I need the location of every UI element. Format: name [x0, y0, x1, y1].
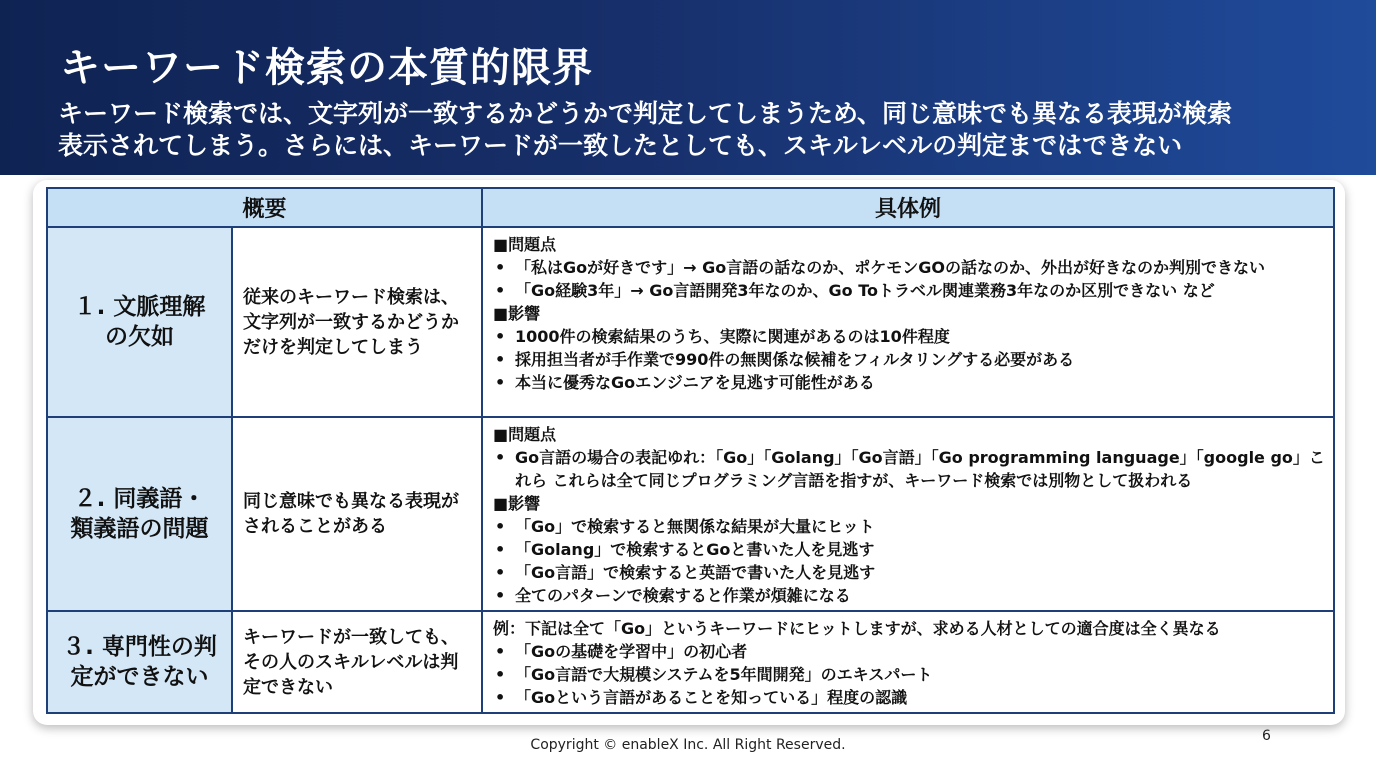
category-label: ２. 同義語・ [73, 486, 206, 512]
category-cell [47, 611, 232, 713]
impact-item: • 「Golang」で検索するとGoと書いた人を見逃す [493, 538, 1325, 561]
problem-item: • 「私はGoが好きです」→ Go言語の話なのか、ポケモンGOの話なのか、外出が好きなのか判別できない [493, 256, 1325, 279]
impact-heading: ■影響 [493, 494, 541, 513]
impact-item: • 1000件の検索結果のうち、実際に関連があるのは10件程度 [493, 325, 1325, 348]
table-row [47, 611, 1334, 713]
copyright-text: Copyright © enableX Inc. All Right Reserved. [530, 737, 846, 753]
limitations-table [46, 187, 1335, 714]
summary-text: 定できない [243, 676, 333, 698]
impact-item: • 「Go」で検索すると無関係な結果が大量にヒット [493, 515, 1325, 538]
category-label: 定ができない [70, 664, 209, 690]
summary-text: 同じ意味でも異なる表現が [243, 491, 459, 512]
summary-cell [232, 611, 482, 713]
problem-heading: ■問題点 [493, 425, 557, 444]
problem-item: • Go言語の場合の表記ゆれ：「Go」「Golang」「Go言語」「Go programming language」「google go」これら これらは全て同じプログラミング言語を指すが、キーワード検索では別物として扱われる [493, 446, 1325, 492]
example-cell [482, 227, 1334, 417]
page-number: 6 [1262, 728, 1271, 744]
category-label: １. 文脈理解 [73, 294, 206, 320]
problem-heading: ■問題点 [493, 235, 557, 254]
impact-item: • 「Go言語」で検索すると英語で書いた人を見逃す [493, 561, 1325, 584]
summary-text: 文字列が一致するかどうか [243, 311, 459, 333]
subtitle-line: キーワード検索では、文字列が一致するかどうかで判定してしまうため、同じ意味でも異なる表現が検索 [58, 99, 1233, 128]
summary-cell [232, 417, 482, 611]
slide-subtitle [58, 98, 1232, 162]
column-header-overview: 概要 [47, 188, 482, 227]
table-header-row [47, 188, 1334, 227]
example-item: • 「Goの基礎を学習中」の初心者 [493, 640, 1325, 663]
table-row [47, 417, 1334, 611]
summary-cell [232, 227, 482, 417]
table-row [47, 227, 1334, 417]
category-label: の欠如 [105, 324, 174, 350]
problem-item: • 「Go経験3年」→ Go言語開発3年なのか、Go Toトラベル関連業務3年なのか区別できない など [493, 279, 1325, 302]
summary-text: その人のスキルレベルは判 [243, 651, 459, 673]
example-cell [482, 417, 1334, 611]
category-label: 類義語の問題 [70, 516, 209, 542]
slide-header [0, 0, 1376, 175]
summary-text: だけを判定してしまう [243, 336, 423, 358]
impact-item: • 全てのパターンで検索すると作業が煩雑になる [493, 584, 1325, 607]
example-lead: 例：下記は全て「Go」というキーワードにヒットしますが、求める人材としての適合度は全く異なる [493, 619, 1221, 638]
summary-text: キーワードが一致しても、 [243, 626, 459, 648]
example-item: • 「Go言語で大規模システムを5年間開発」のエキスパート [493, 663, 1325, 686]
category-cell [47, 417, 232, 611]
category-cell [47, 227, 232, 417]
impact-heading: ■影響 [493, 304, 541, 323]
summary-text: されることがある [243, 516, 387, 537]
example-cell [482, 611, 1334, 713]
column-header-examples: 具体例 [482, 188, 1334, 227]
impact-item: • 採用担当者が手作業で990件の無関係な候補をフィルタリングする必要がある [493, 348, 1325, 371]
slide-title: キーワード検索の本質的限界 [60, 45, 593, 91]
summary-text: 従来のキーワード検索は、 [243, 286, 459, 308]
subtitle-line: 表示されてしまう。さらには、キーワードが一致したとしても、スキルレベルの判定まではできない [58, 131, 1183, 160]
example-item: • 「Goという言語があることを知っている」程度の認識 [493, 686, 1325, 709]
category-label: ３. 専門性の判 [62, 634, 217, 660]
impact-item: • 本当に優秀なGoエンジニアを見逃す可能性がある [493, 371, 1325, 394]
